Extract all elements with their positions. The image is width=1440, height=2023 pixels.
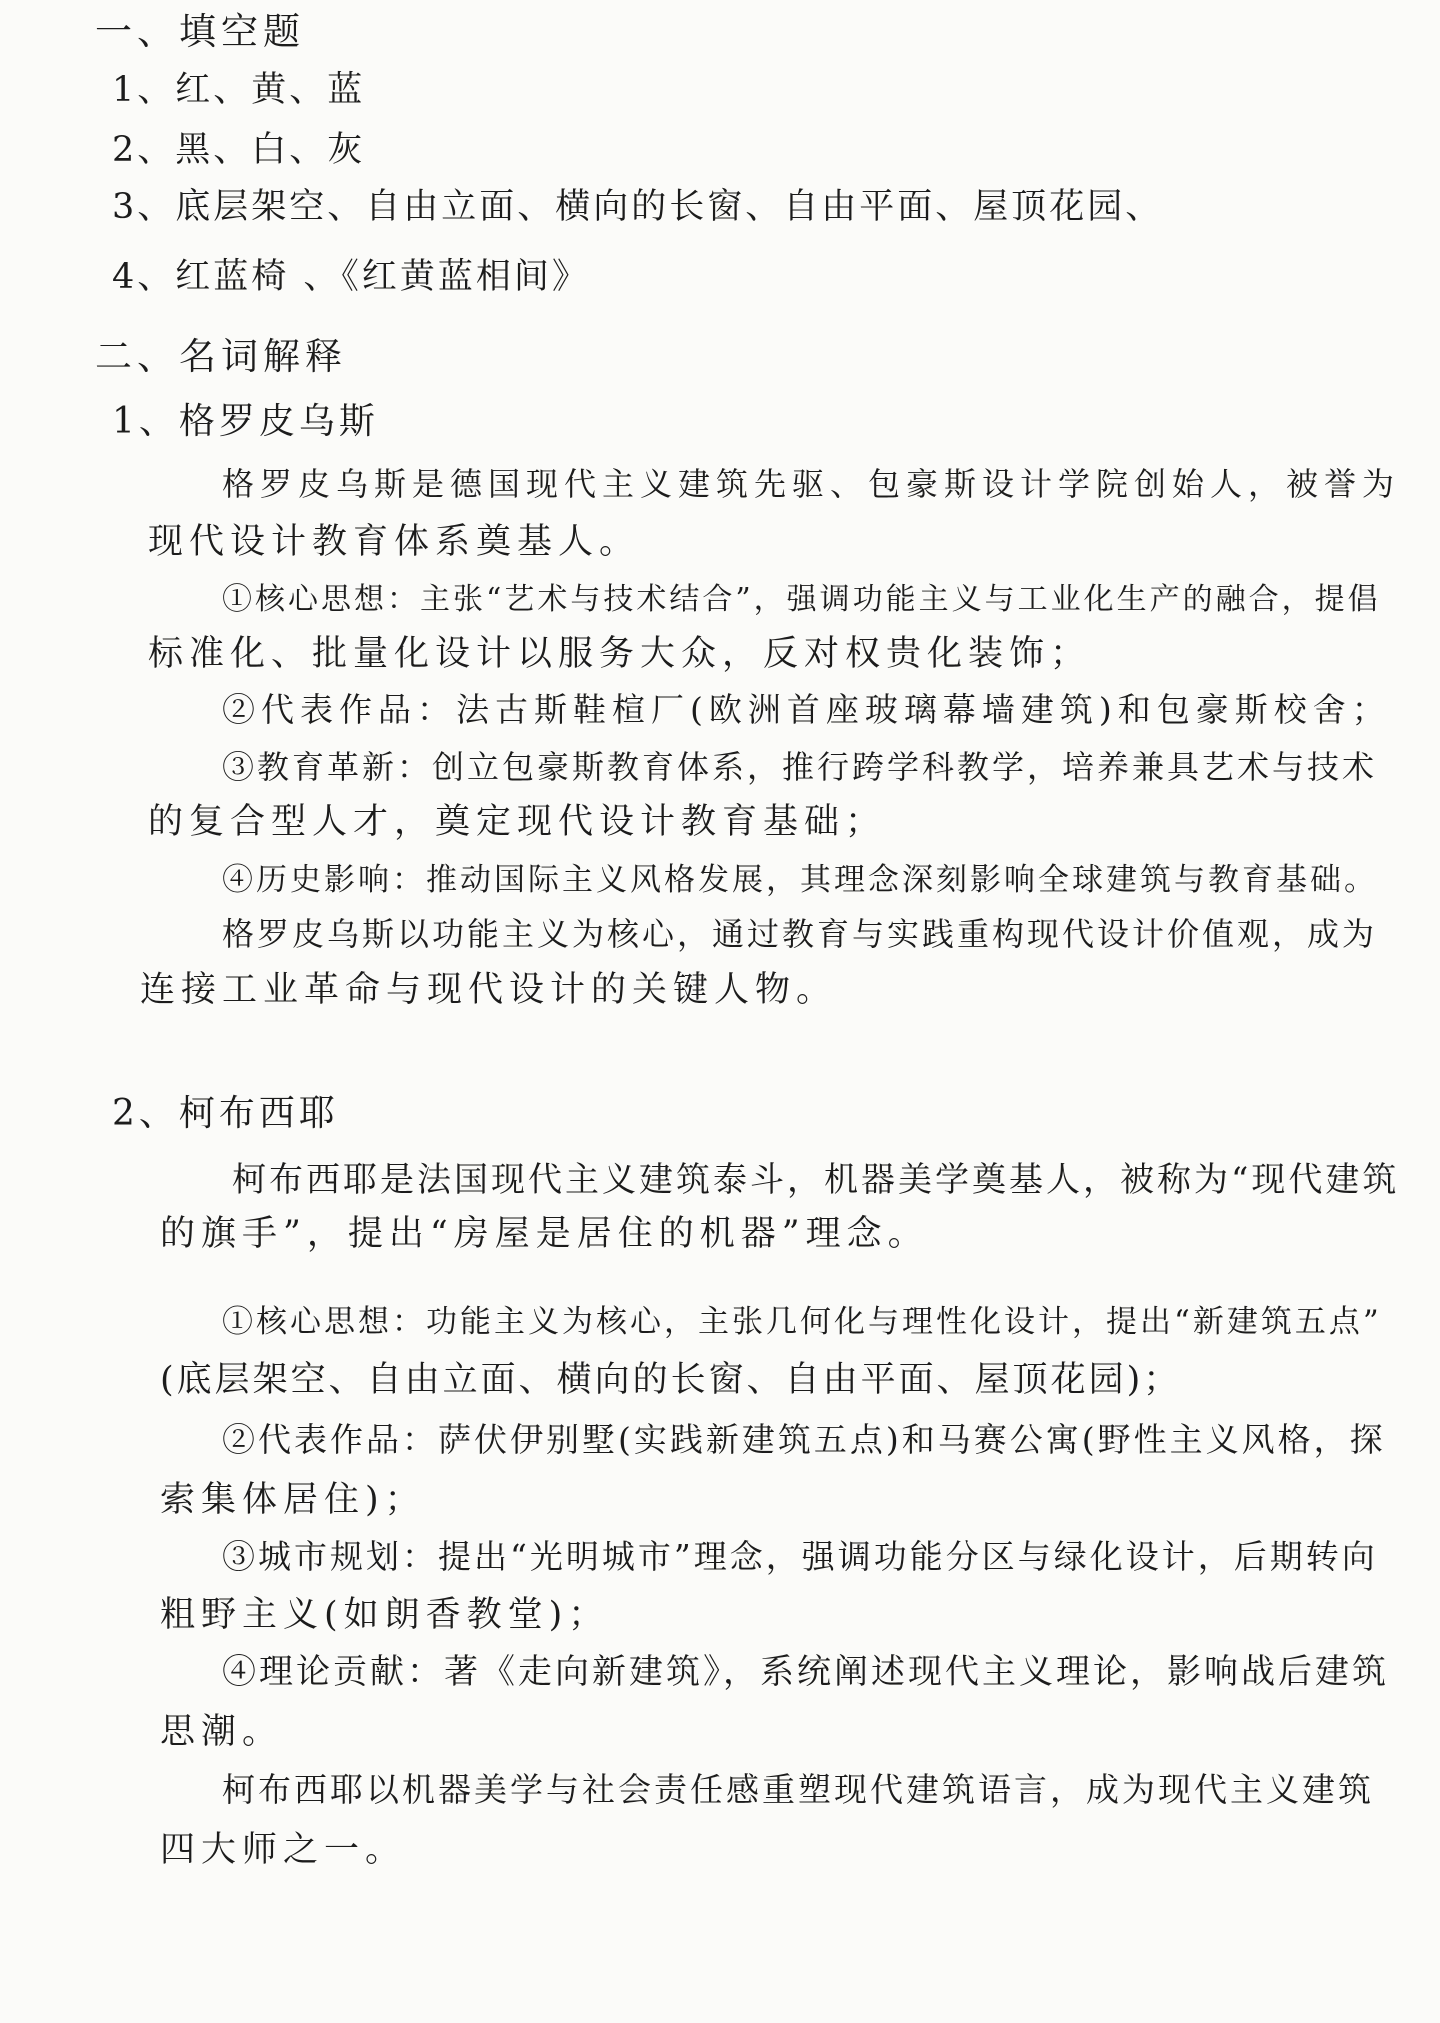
- fill-answer-4: 4、红蓝椅 、《红黄蓝相间》: [112, 257, 590, 297]
- term1-line: 的复合型人才，奠定现代设计教育基础；: [148, 802, 887, 842]
- term2-line: 思潮。: [160, 1712, 284, 1752]
- term1-line: 格罗皮乌斯是德国现代主义建筑先驱、包豪斯设计学院创始人，被誉为: [222, 465, 1401, 503]
- term1-line: ①核心思想：主张“艺术与技术结合”，强调功能主义与工业化生产的融合，提倡: [222, 582, 1381, 617]
- term1-line: ②代表作品：法古斯鞋楦厂(欧洲首座玻璃幕墙建筑)和包豪斯校舍；: [222, 690, 1391, 729]
- term1-line: ④历史影响：推动国际主义风格发展，其理念深刻影响全球建筑与教育基础。: [222, 862, 1378, 898]
- term2-title: 2、柯布西耶: [112, 1093, 339, 1134]
- term2-line: ①核心思想：功能主义为核心，主张几何化与理性化设计，提出“新建筑五点”: [222, 1304, 1382, 1340]
- section2-heading: 二、名词解释: [95, 335, 347, 378]
- term1-line: 格罗皮乌斯以功能主义为核心，通过教育与实践重构现代设计价值观，成为: [222, 915, 1378, 953]
- term2-line: 柯布西耶以机器美学与社会责任感重塑现代建筑语言，成为现代主义建筑: [222, 1770, 1374, 1809]
- term2-line: 索集体居住)；: [160, 1480, 426, 1520]
- fill-answer-1: 1、红、黄、蓝: [112, 70, 366, 110]
- term2-line: 的旗手”，提出“房屋是居住的机器”理念。: [160, 1214, 929, 1254]
- term2-line: 四大师之一。: [160, 1830, 407, 1870]
- term1-line: 现代设计教育体系奠基人。: [148, 522, 641, 562]
- term1-line: ③教育革新：创立包豪斯教育体系，推行跨学科教学，培养兼具艺术与技术: [222, 748, 1378, 786]
- term2-line: 柯布西耶是法国现代主义建筑泰斗，机器美学奠基人，被称为“现代建筑: [232, 1160, 1400, 1200]
- section1-heading: 一、填空题: [95, 10, 305, 53]
- term1-line: 连接工业革命与现代设计的关键人物。: [140, 970, 838, 1010]
- term1-line: 标准化、批量化设计以服务大众，反对权贵化装饰；: [148, 634, 1092, 674]
- term2-line: ②代表作品：萨伏伊别墅(实践新建筑五点)和马赛公寓(野性主义风格，探: [222, 1420, 1386, 1459]
- term2-line: ④理论贡献：著《走向新建筑》，系统阐述现代主义理论，影响战后建筑: [222, 1652, 1389, 1692]
- fill-answer-3: 3、底层架空、自由立面、横向的长窗、自由平面、屋顶花园、: [112, 187, 1164, 227]
- term2-line: 粗野主义(如朗香教堂)；: [160, 1595, 610, 1635]
- fill-answer-2: 2、黑、白、灰: [112, 130, 366, 170]
- term2-line: ③城市规划：提出“光明城市”理念，强调功能分区与绿化设计，后期转向: [222, 1537, 1378, 1576]
- term1-title: 1、格罗皮乌斯: [112, 401, 379, 442]
- term2-line: (底层架空、自由立面、横向的长窗、自由平面、屋顶花园)；: [160, 1360, 1182, 1400]
